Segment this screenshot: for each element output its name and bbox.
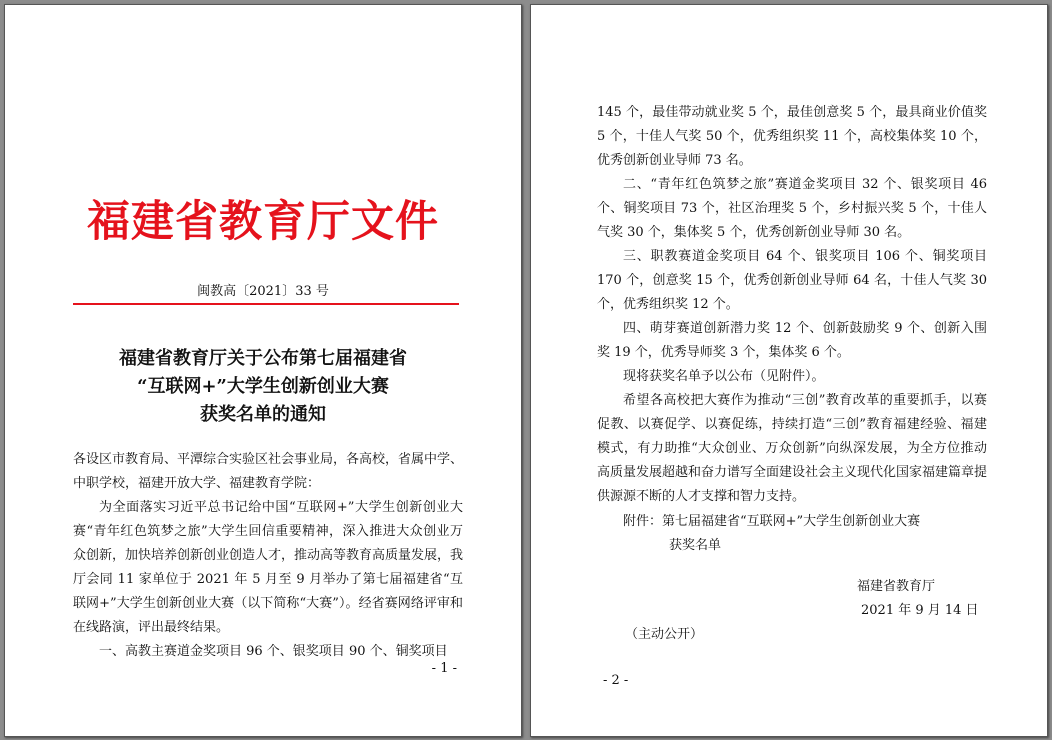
- notice-title-line: 获奖名单的通知: [200, 404, 326, 425]
- signer-name: 福建省教育厅: [857, 579, 936, 594]
- signature-block: [857, 575, 979, 623]
- document-number: 闽教高〔2021〕33 号: [197, 284, 329, 299]
- body-paragraph: 145 个，最佳带动就业奖 5 个，最佳创意奖 5 个，最具商业价值奖 5 个，十佳人气奖 50 个，优秀组织奖 11 个，高校集体奖 10 个，优秀创新创业导师 73 名。: [597, 105, 987, 168]
- page-number: - 1 -: [431, 661, 457, 676]
- body-paragraph: 四、萌芽赛道创新潜力奖 12 个、创新鼓励奖 9 个、创新入围奖 19 个，优秀导师奖 3 个，集体奖 6 个。: [597, 321, 987, 360]
- page2-body: [597, 101, 987, 509]
- attachment-note: [623, 510, 920, 558]
- document-page-2: [530, 4, 1048, 737]
- notice-title-line: “互联网+”大学生创新创业大赛: [137, 376, 389, 397]
- page-number: - 2 -: [603, 673, 629, 688]
- page1-body: [73, 448, 463, 664]
- attachment-line: 获奖名单: [669, 538, 722, 553]
- body-paragraph: 为全面落实习近平总书记给中国“互联网+”大学生创新创业大赛“青年红色筑梦之旅”大学生回信重要精神，深入推进大众创业万众创新，加快培养创新创业创造人才，推动高等教育高质量发展，我厅会同 11 家单位于 2021 年 5 月至 9 月举办了第七届福建省“互联网+”大学生创新创业大赛（以下简称“大赛”）。经省赛网络评审和在线路演，评出最终结果。: [73, 500, 464, 635]
- document-header-title: 福建省教育厅文件: [87, 197, 439, 247]
- red-divider-line: [73, 303, 459, 305]
- body-paragraph: 三、职教赛道金奖项目 64 个、银奖项目 106 个、铜奖项目 170 个，创意奖 15 个，优秀创新创业导师 64 名，十佳人气奖 30 个，优秀组织奖 12 个。: [597, 249, 987, 312]
- addressee-paragraph: 各设区市教育局、平潭综合实验区社会事业局，各高校，省属中学、中职学校，福建开放大学、福建教育学院：: [73, 452, 464, 491]
- notice-title-line: 福建省教育厅关于公布第七届福建省: [119, 348, 407, 369]
- issue-date: 2021 年 9 月 14 日: [861, 603, 979, 618]
- body-paragraph: 现将获奖名单予以公布（见附件）。: [623, 369, 825, 384]
- body-paragraph: 希望各高校把大赛作为推动“三创”教育改革的重要抓手，以赛促教、以赛促学、以赛促练，持续打造“三创”教育福建经验、福建模式，有力助推“大众创业、万众创新”向纵深发展，为全方位推动高质量发展超越和奋力谱写全面建设社会主义现代化国家福建篇章提供源源不断的人才支撑和智力支持。: [597, 393, 988, 504]
- notice-title: [5, 345, 521, 429]
- attachment-line: 附件：第七届福建省“互联网+”大学生创新创业大赛: [623, 514, 921, 529]
- body-paragraph: 一、高教主赛道金奖项目 96 个、银奖项目 90 个、铜奖项目: [99, 644, 448, 659]
- disclosure-note: （主动公开）: [625, 627, 704, 642]
- document-page-1: [4, 4, 522, 737]
- body-paragraph: 二、“青年红色筑梦之旅”赛道金奖项目 32 个、银奖项目 46 个、铜奖项目 73 个，社区治理奖 5 个，乡村振兴奖 5 个，十佳人气奖 30 个，集体奖 5 个，优秀创新创业导师 30 名。: [597, 177, 987, 240]
